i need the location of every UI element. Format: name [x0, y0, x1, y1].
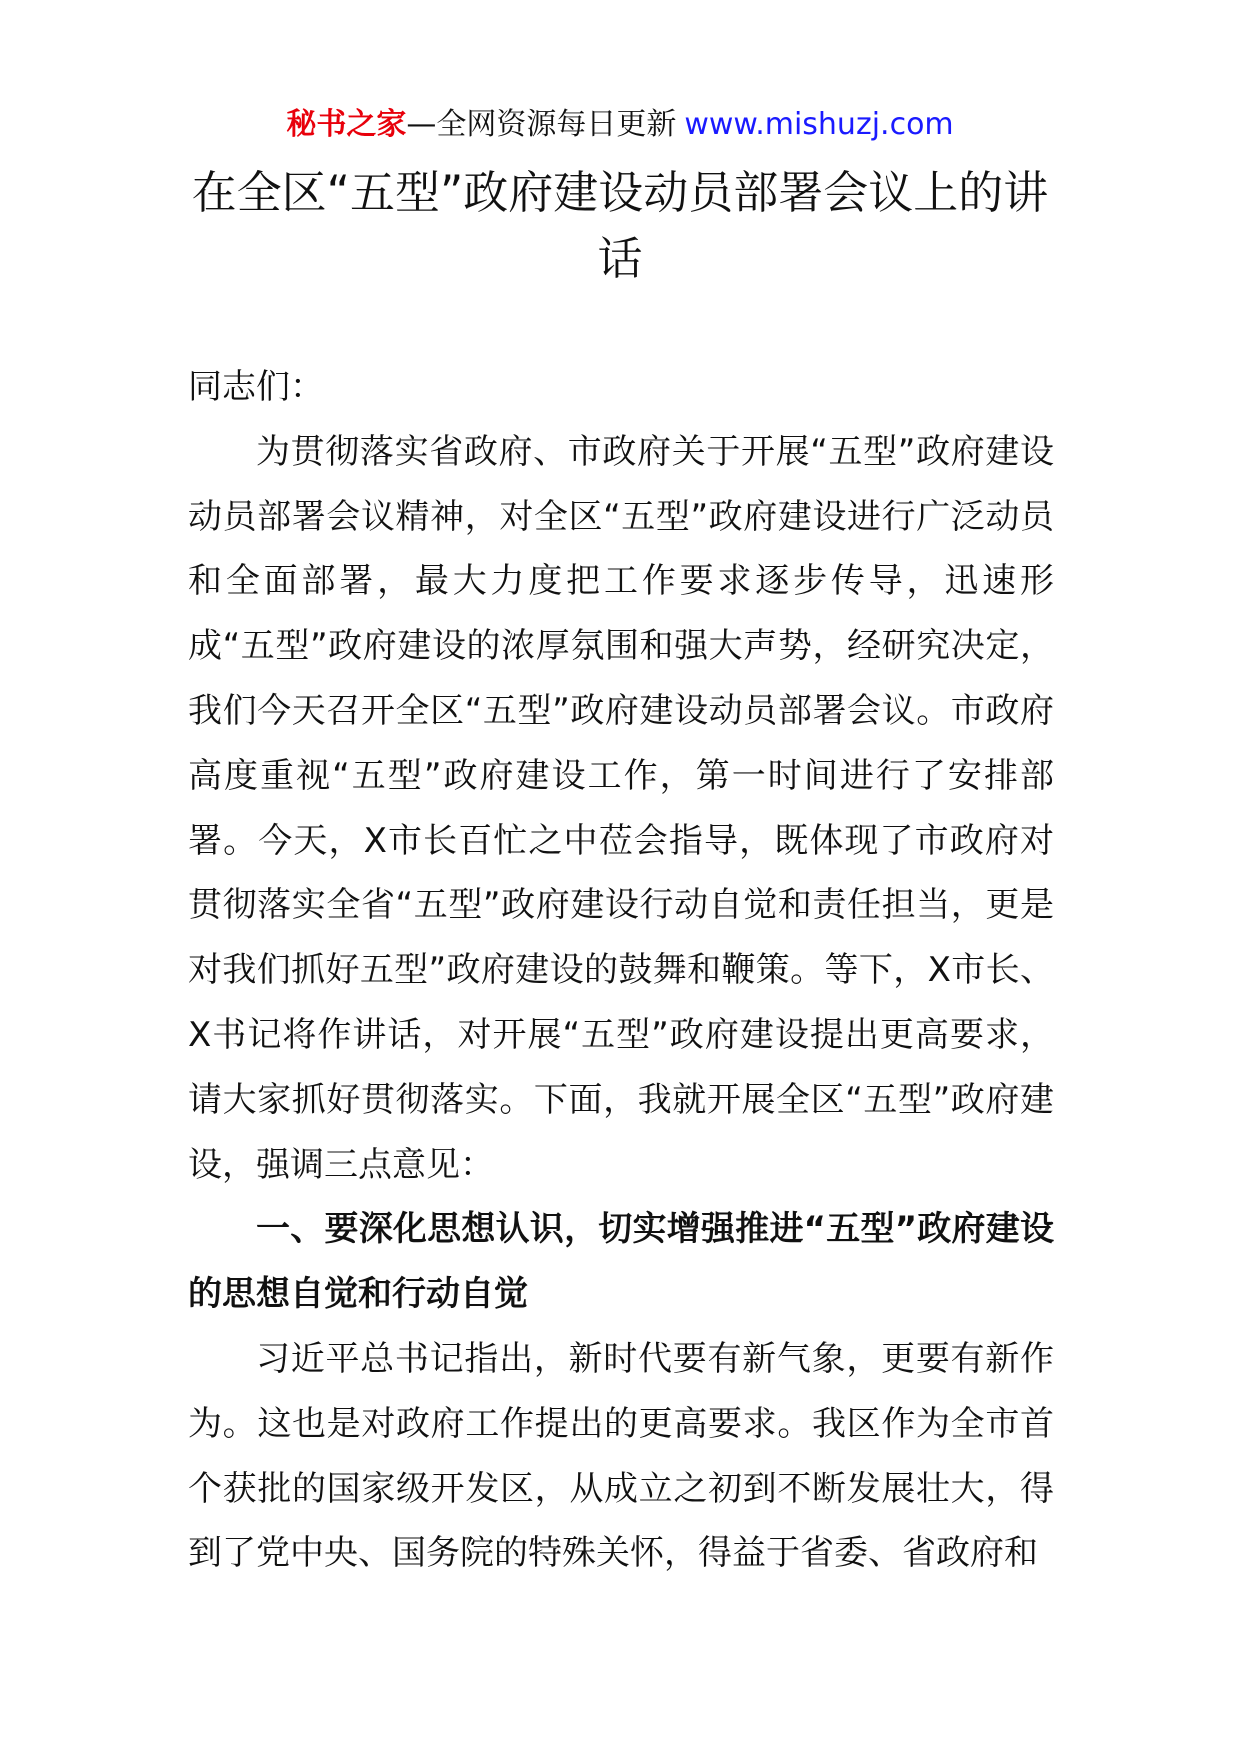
section-heading-1: 一、要深化思想认识，切实增强推进“五型”政府建设的思想自觉和行动自觉: [188, 1209, 1054, 1315]
site-url[interactable]: www.mishuzj.com: [684, 107, 954, 142]
banner-slogan: —全网资源每日更新: [406, 107, 677, 142]
salutation: 同志们：: [188, 367, 324, 407]
paragraph-section-1: 习近平总书记指出，新时代要有新气象，更要有新作为。这也是对政府工作提出的更高要求。我区作为全市首个获批的国家级开发区，从成立之初到不断发展壮大，得到了党中央、国务院的特殊关怀，得益于省委、省政府和: [188, 1338, 1054, 1574]
document-body: [188, 355, 1054, 1586]
site-banner: [0, 103, 1240, 147]
document-title: 在全区“五型”政府建设动员部署会议上的讲话: [191, 166, 1049, 285]
paragraph-intro: 为贯彻落实省政府、市政府关于开展“五型”政府建设动员部署会议精神，对全区“五型”政府建设进行广泛动员和全面部署，最大力度把工作要求逐步传导，迅速形成“五型”政府建设的浓厚氛围和强大声势，经研究决定，我们今天召开全区“五型”政府建设动员部署会议。市政府高度重视“五型”政府建设工作，第一时间进行了安排部署。今天，X市长百忙之中莅会指导，既体现了市政府对贯彻落实全省“五型”政府建设行动自觉和责任担当，更是对我们抓好五型”政府建设的鼓舞和鞭策。等下，X市长、X书记将作讲话，对开展“五型”政府建设提出更高要求，请大家抓好贯彻落实。下面，我就开展全区“五型”政府建设，强调三点意见：: [188, 431, 1054, 1185]
brand-name: 秘书之家: [286, 107, 407, 142]
